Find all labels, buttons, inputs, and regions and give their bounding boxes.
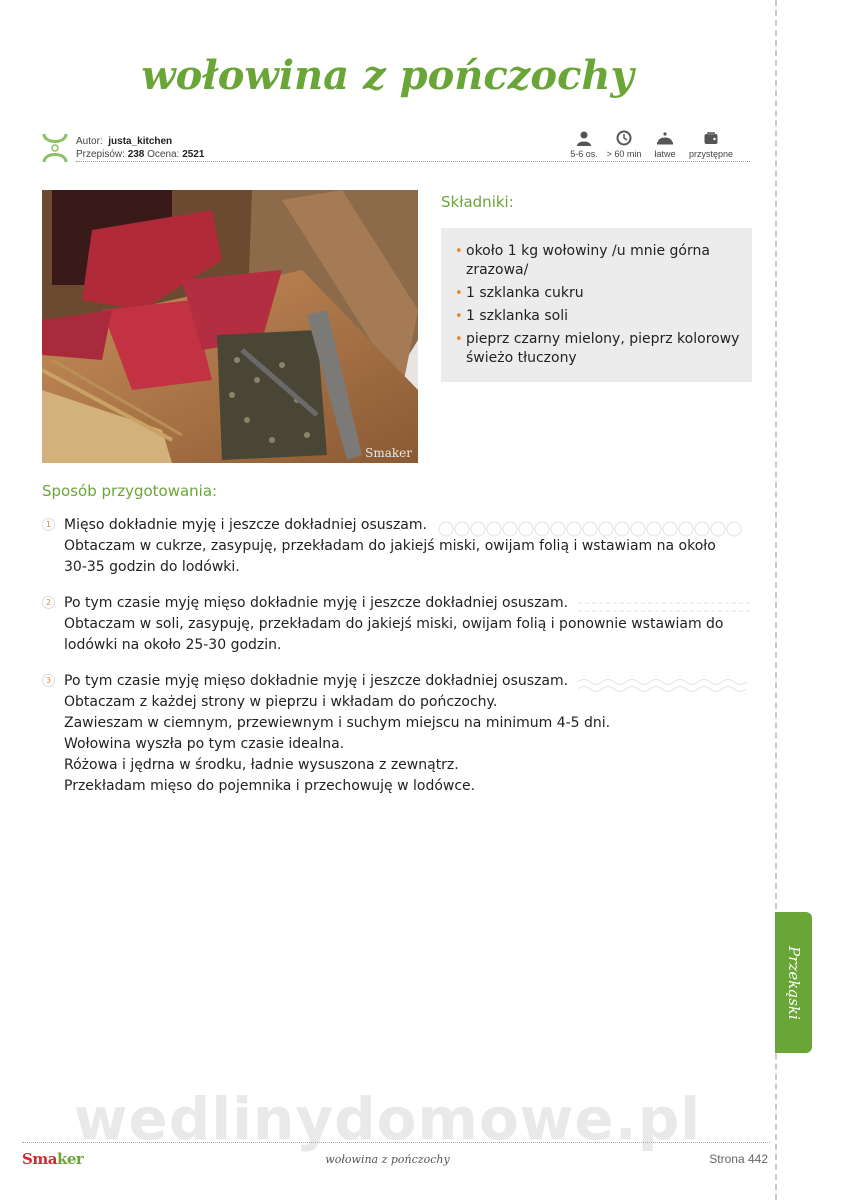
step-line: Obtaczam w cukrze, zasypuję, przekładam do jakiejś miski, owijam folią i wstawiam na około <box>64 538 716 554</box>
recipes-label: Przepisów: <box>76 149 125 160</box>
ingredients-box <box>441 228 752 382</box>
step-line: Obtaczam w soli, zasypuję, przekładam do jakiejś miski, owijam folią i ponownie wstawiam do <box>64 616 724 632</box>
step-line: Przekładam mięso do pojemnika i przechowuję w lodówce. <box>64 778 476 794</box>
step-line: Wołowina wyszła po tym czasie idealna. <box>64 736 345 752</box>
ingredient-item <box>453 242 748 280</box>
meta-difficulty-text: łatwe <box>654 149 676 159</box>
ingredient-text: około 1 kg wołowiny /u mnie górna zrazowa/ <box>466 243 710 278</box>
ingredient-text: 1 szklanka soli <box>466 308 568 324</box>
step-line: Mięso dokładnie myję i jeszcze dokładniej osuszam. <box>64 517 427 533</box>
rating-label: Ocena: <box>147 149 180 160</box>
recipe-photo-image <box>42 190 418 463</box>
ingredient-text: pieprz czarny mielony, pieprz kolorowy świeżo tłuczony <box>466 331 740 366</box>
footer-logo-main: Sma <box>22 1150 57 1168</box>
footer-divider <box>22 1142 770 1143</box>
preparation-step <box>42 515 754 578</box>
recipes-count: 238 <box>127 149 145 160</box>
step-number: 3 <box>42 674 55 687</box>
step-number: 1 <box>42 518 55 531</box>
meta-cost <box>681 130 741 159</box>
step-number: 2 <box>42 596 55 609</box>
step-decor-dashes <box>578 599 750 615</box>
step-line: 30-35 godzin do lodówki. <box>64 559 240 575</box>
step-line: Różowa i jędrna w środku, ładnie wysuszona z zewnątrz. <box>64 757 459 773</box>
ingredient-item <box>453 307 748 326</box>
ingredient-text: 1 szklanka cukru <box>466 285 584 301</box>
step-decor-circles <box>438 521 750 537</box>
step-line: Obtaczam z każdej strony w pieprzu i wkładam do pończochy. <box>64 694 498 710</box>
ingredient-item <box>453 284 748 303</box>
bullet-icon: • <box>455 332 463 347</box>
ingredients-heading: Składniki: <box>441 193 514 211</box>
chef-hat-icon <box>656 130 674 146</box>
recipe-photo <box>42 190 418 463</box>
clock-icon <box>616 130 632 146</box>
bullet-icon: • <box>455 309 463 324</box>
footer-page-number: Strona 442 <box>709 1152 768 1166</box>
author-label: Autor: <box>76 136 103 147</box>
wallet-icon <box>703 130 719 146</box>
author-name[interactable]: justa_kitchen <box>108 136 173 147</box>
preparation-step <box>42 593 754 656</box>
footer-title: wołowina z pończochy <box>325 1153 450 1166</box>
category-tab-label: Przekąski <box>784 945 803 1020</box>
meta-cost-text: przystępne <box>688 149 734 159</box>
photo-caption: Smaker <box>365 446 412 460</box>
category-tab[interactable] <box>775 912 812 1053</box>
step-line: lodówki na około 25-30 godzin. <box>64 637 282 653</box>
ingredients-list <box>453 242 748 368</box>
person-icon <box>576 130 592 146</box>
rating-value: 2521 <box>182 149 205 160</box>
meta-servings-text: 5-6 os. <box>570 149 598 159</box>
step-line: Zawieszam w ciemnym, przewiewnym i suchym miejscu na minimum 4-5 dni. <box>64 715 611 731</box>
preparation-step <box>42 671 754 797</box>
step-line: Po tym czasie myję mięso dokładnie myję i jeszcze dokładniej osuszam. <box>64 595 569 611</box>
author-info <box>76 135 204 161</box>
step-decor-waves <box>578 677 750 693</box>
step-line: Po tym czasie myję mięso dokładnie myję i jeszcze dokładniej osuszam. <box>64 673 569 689</box>
bullet-icon: • <box>455 244 463 259</box>
footer-logo-accent: ker <box>56 1150 84 1168</box>
watermark: wedlinydomowe.pl <box>73 1085 702 1153</box>
recipe-title: wołowina z pończochy <box>141 52 634 99</box>
preparation-heading: Sposób przygotowania: <box>42 482 218 500</box>
author-divider <box>76 161 750 162</box>
ingredient-item <box>453 330 748 368</box>
bullet-icon: • <box>455 286 463 301</box>
meta-time-text: > 60 min <box>606 149 642 159</box>
author-avatar-icon <box>40 132 70 164</box>
